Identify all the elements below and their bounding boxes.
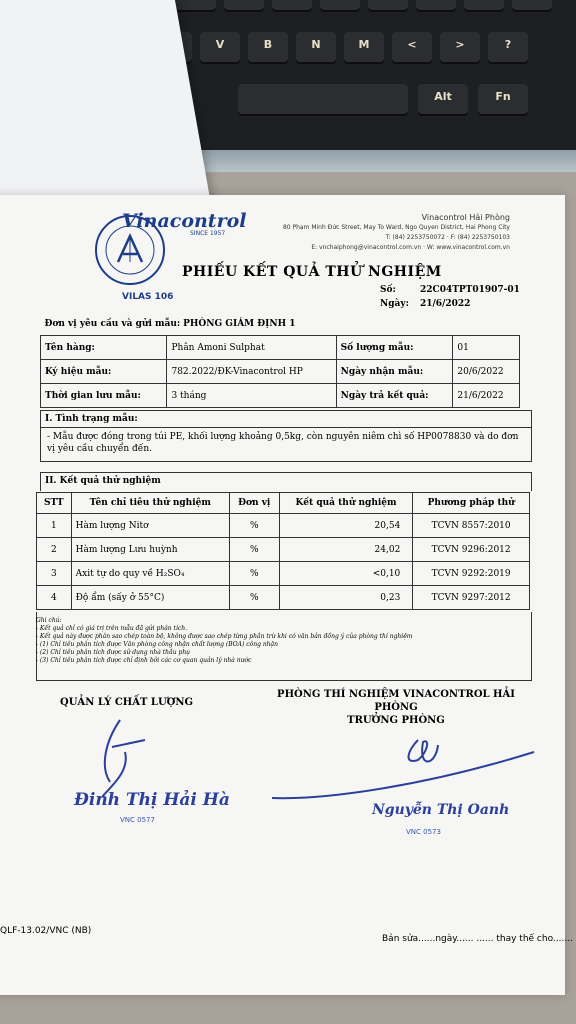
results-header-row — [37, 493, 530, 514]
key-b: B — [248, 32, 288, 62]
row-unit: % — [229, 538, 279, 562]
key — [224, 0, 264, 10]
report-number-label: Số: — [380, 285, 396, 295]
row-method: TCVN 9292:2019 — [413, 562, 530, 586]
sample-condition-section — [40, 410, 532, 462]
lab-head-title — [256, 688, 536, 727]
key — [416, 0, 456, 10]
row-unit: % — [229, 586, 279, 610]
brand-since: SINCE 1957 — [190, 230, 226, 237]
sample-condition-heading: I. Tình trạng mẫu: — [41, 411, 531, 428]
table-row — [41, 336, 520, 360]
note-line: - Kết quả này được phân sao chép toàn bộ, không được sao chép từng phần trừ khi có văn bản đồng ý của phòng thí nghiệm — [36, 633, 413, 640]
results-heading: II. Kết quả thử nghiệm — [45, 476, 161, 486]
info-label: Ngày trả kết quả: — [336, 384, 453, 408]
col-result: Kết quả thử nghiệm — [279, 493, 413, 514]
row-stt: 2 — [37, 538, 72, 562]
key-m: M — [344, 32, 384, 62]
notes — [36, 617, 530, 665]
office-name: Vinacontrol Hải Phòng — [421, 213, 510, 222]
report-date-value: 21/6/2022 — [420, 299, 471, 309]
info-value: 01 — [453, 336, 520, 360]
quality-manager-code: VNC 0577 — [120, 816, 155, 824]
office-address: 80 Phạm Minh Đức Street, May To Ward, Ngo Quyen District, Hai Phong City — [282, 224, 510, 231]
key — [464, 0, 504, 10]
key-n: N — [296, 32, 336, 62]
row-test-name: Axit tự do quy về H₂SO₄ — [71, 562, 229, 586]
info-label: Ký hiệu mẫu: — [41, 360, 167, 384]
col-unit: Đơn vị — [229, 493, 279, 514]
quality-manager-title: QUẢN LÝ CHẤT LƯỢNG — [60, 697, 194, 708]
table-row — [41, 384, 520, 408]
document-title: PHIẾU KẾT QUẢ THỬ NGHIỆM — [182, 264, 442, 280]
table-row — [37, 586, 530, 610]
table-row — [41, 360, 520, 384]
office-email: E: vnchaiphong@vinacontrol.com.vn · W: www.vinacontrol.com.vn — [311, 244, 510, 251]
note-line: - Kết quả chỉ có giá trị trên mẫu đã gửi phân tích. — [36, 625, 188, 632]
info-label: Số lượng mẫu: — [336, 336, 453, 360]
row-method: TCVN 9296:2012 — [413, 538, 530, 562]
brand-name: Vinacontrol — [122, 210, 247, 232]
key — [512, 0, 552, 10]
results-table — [36, 492, 530, 610]
row-test-name: Hàm lượng Nitơ — [71, 514, 229, 538]
lab-head-role: TRƯỞNG PHÒNG — [347, 715, 445, 726]
requester-value: PHÒNG GIÁM ĐỊNH 1 — [183, 318, 296, 329]
info-value: 21/6/2022 — [453, 384, 520, 408]
key-v: V — [200, 32, 240, 62]
lab-name: PHÒNG THÍ NGHIỆM VINACONTROL HẢI PHÒNG — [277, 689, 515, 713]
report-number-value: 22C04TPT01907-01 — [420, 285, 520, 295]
table-row — [37, 514, 530, 538]
note-line: - (2) Chỉ tiêu phân tích được sử dụng nhà thầu phụ — [36, 649, 191, 656]
row-result: <0,10 — [279, 562, 413, 586]
col-method: Phương pháp thử — [413, 493, 530, 514]
row-result: 24,02 — [279, 538, 413, 562]
key-space — [238, 84, 408, 114]
sample-condition-text: - Mẫu được đóng trong túi PE, khối lượng khoảng 0,5kg, còn nguyên niêm chì số HP0078830 và do đơn vị yêu cầu chuyển đến. — [47, 432, 519, 454]
vilas-code: VILAS 106 — [122, 292, 174, 302]
info-label: Ngày nhận mẫu: — [336, 360, 453, 384]
report-date — [380, 299, 471, 309]
key-less-than: < — [392, 32, 432, 62]
sample-info-table — [40, 312, 520, 408]
row-method: TCVN 9297:2012 — [413, 586, 530, 610]
row-unit: % — [229, 514, 279, 538]
office-phone: T: (84) 2253750072 · F: (84) 2253750103 — [385, 234, 510, 241]
key-question: ? — [488, 32, 528, 62]
report-number — [380, 285, 520, 295]
notes-heading: Ghi chú: — [36, 617, 62, 624]
info-value: Phân Amoni Sulphat — [167, 336, 336, 360]
note-line: - (1) Chỉ tiêu phân tích được Văn phòng công nhận chất lượng (BOA) công nhận — [36, 641, 278, 648]
report-date-label: Ngày: — [380, 299, 409, 309]
keyboard-edge — [140, 150, 576, 172]
row-stt: 4 — [37, 586, 72, 610]
lab-head-name: Nguyễn Thị Oanh — [372, 802, 510, 818]
results-section — [40, 472, 532, 491]
row-test-name: Hàm lượng Lưu huỳnh — [71, 538, 229, 562]
key-greater-than: > — [440, 32, 480, 62]
key — [368, 0, 408, 10]
info-value: 782.2022/ĐK-Vinacontrol HP — [167, 360, 336, 384]
row-result: 0,23 — [279, 586, 413, 610]
lab-head-code: VNC 0573 — [406, 828, 441, 836]
signature-left-icon — [90, 712, 170, 802]
key — [272, 0, 312, 10]
note-line: - (3) Chỉ tiêu phân tích được chỉ định bởi các cơ quan quản lý nhà nước — [36, 657, 252, 664]
row-stt: 3 — [37, 562, 72, 586]
key-fn: Fn — [478, 84, 528, 114]
signature-right-icon — [268, 730, 538, 810]
row-unit: % — [229, 562, 279, 586]
col-stt: STT — [37, 493, 72, 514]
key — [176, 0, 216, 10]
row-result: 20,54 — [279, 514, 413, 538]
key — [320, 0, 360, 10]
table-row — [37, 562, 530, 586]
col-test-name: Tên chỉ tiêu thử nghiệm — [71, 493, 229, 514]
form-code: QLF-13.02/VNC (NB) — [0, 926, 92, 936]
revision-note: Bản sửa......ngày...... ...... thay thế cho....... — [382, 934, 573, 944]
row-stt: 1 — [37, 514, 72, 538]
info-value: 3 tháng — [167, 384, 336, 408]
row-method: TCVN 8557:2010 — [413, 514, 530, 538]
info-value: 20/6/2022 — [453, 360, 520, 384]
keyboard-bottom-letters — [118, 28, 576, 62]
row-test-name: Độ ẩm (sấy ở 55°C) — [71, 586, 229, 610]
requester-cell — [41, 312, 520, 336]
table-row — [37, 538, 530, 562]
quality-manager-name: Đinh Thị Hải Hà — [74, 790, 230, 810]
requester-label: Đơn vị yêu cầu và gửi mẫu: — [44, 318, 181, 329]
info-label: Tên hàng: — [41, 336, 167, 360]
info-label: Thời gian lưu mẫu: — [41, 384, 167, 408]
key-alt: Alt — [418, 84, 468, 114]
requester-row — [41, 312, 520, 336]
